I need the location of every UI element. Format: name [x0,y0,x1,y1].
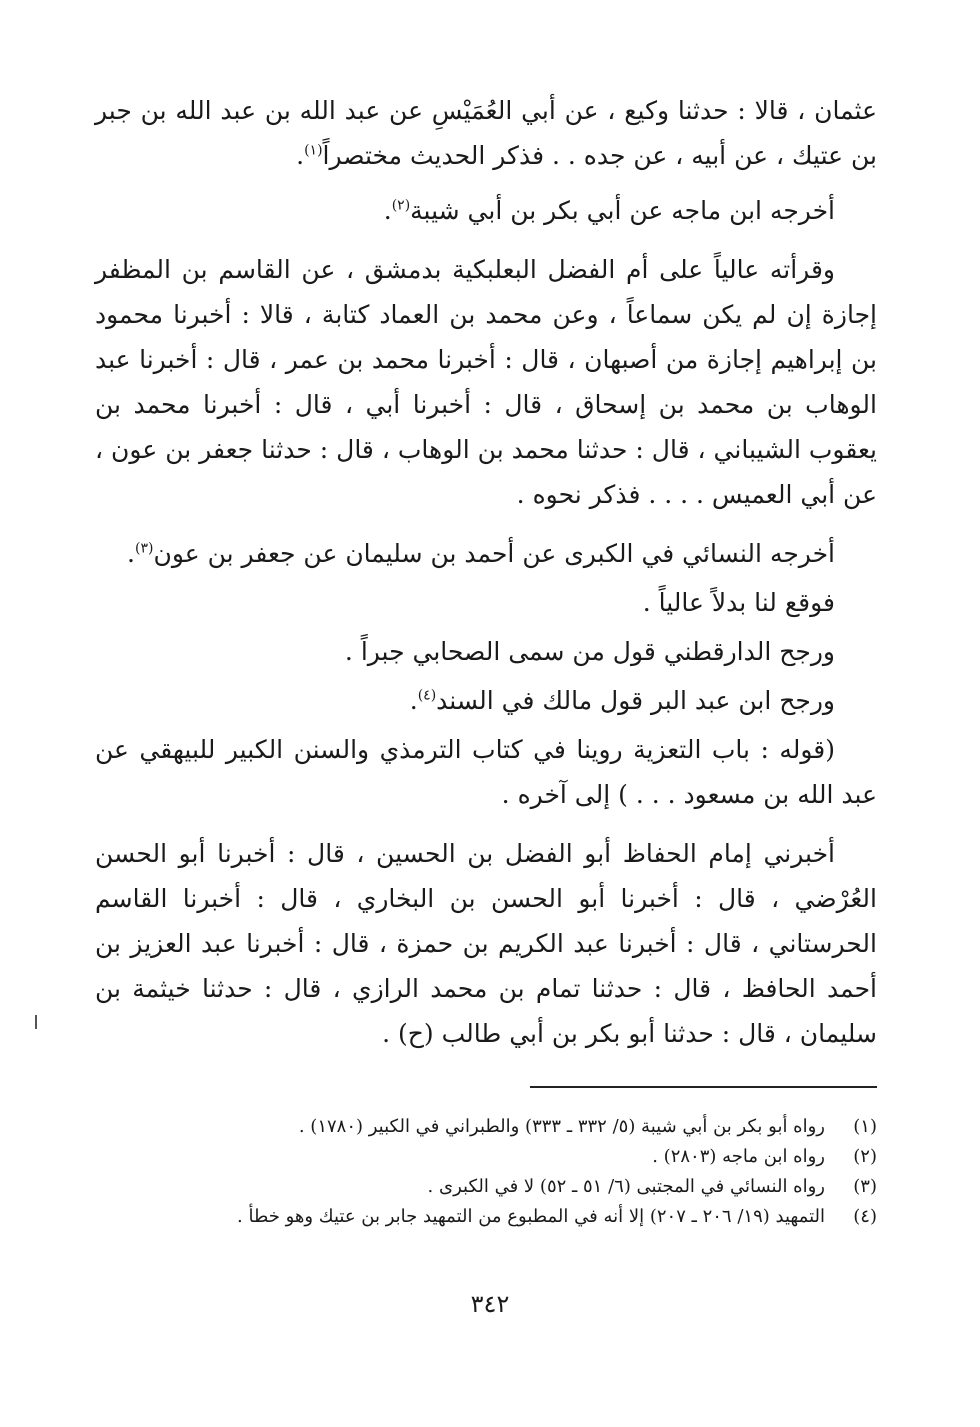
paragraph-9 [95,831,877,1056]
main-text [95,88,877,1070]
footnote-number: (١) [853,1116,877,1137]
paragraph-5 [95,580,877,625]
paragraph-7-tail: . [409,686,418,715]
paragraph-2-tail: . [383,196,392,225]
paragraph-8 [95,727,877,817]
paragraph-6-text: ورجح الدارقطني قول من سمى الصحابي جبراً . [344,637,835,666]
paragraph-2-text: أخرجه ابن ماجه عن أبي بكر بن أبي شيبة [410,196,835,225]
footnote-number: (٣) [853,1176,877,1197]
footnote-text: رواه ابن ماجه (٢٨٠٣) . [652,1146,825,1167]
footnote-text: رواه النسائي في المجتبى (٦/ ٥١ ـ ٥٢) لا في الكبرى . [427,1176,825,1197]
paragraph-8-text: (قوله : باب التعزية روينا في كتاب الترمذي والسنن الكبير للبيهقي عن عبد الله بن مسعود . . . ) إلى آخره . [95,735,877,809]
footnote-4 [95,1202,877,1232]
footnotes [95,1112,877,1232]
paragraph-1-text: عثمان ، قالا : حدثنا وكيع ، عن أبي العُمَيْسِ عن عبد الله بن عبد الله بن جبر بن عتيك ، عن أبيه ، عن جده . . فذكر الحديث مختصراً [95,96,877,170]
footnote-3 [95,1172,877,1202]
paragraph-1 [95,88,877,178]
footnote-ref-3: (٣) [134,540,154,557]
paragraph-7-text: ورجح ابن عبد البر قول مالك في السند [436,686,835,715]
paragraph-4 [95,531,877,576]
footnote-text: رواه أبو بكر بن أبي شيبة (٥/ ٣٣٢ ـ ٣٣٣) والطبراني في الكبير (١٧٨٠) . [298,1116,825,1137]
footnote-number: (٢) [853,1146,877,1167]
footnote-separator [530,1086,877,1088]
paragraph-4-tail: . [127,539,135,568]
margin-mark [35,1015,37,1029]
footnote-1 [95,1112,877,1142]
paragraph-6 [95,629,877,674]
paragraph-3 [95,247,877,517]
footnote-ref-4: (٤) [417,687,437,704]
paragraph-5-text: فوقع لنا بدلاً عالياً . [642,588,835,617]
footnote-ref-1: (١) [304,142,323,159]
paragraph-4-text: أخرجه النسائي في الكبرى عن أحمد بن سليمان عن جعفر بن عون [153,539,835,568]
page-number: ٣٤٢ [470,1290,510,1318]
paragraph-7 [95,678,877,723]
paragraph-9-text: أخبرني إمام الحفاظ أبو الفضل بن الحسين ، قال : أخبرنا أبو الحسن العُرْضي ، قال : أخبرنا أبو الحسن بن البخاري ، قال : أخبرنا القاسم الحرستاني ، قال : أخبرنا عبد الكريم بن حمزة ، قال : أخبرنا عبد العزيز بن أحمد الحافظ ، قال : حدثنا تمام بن محمد الرازي ، قال : حدثنا خيثمة بن سليمان ، قال : حدثنا أبو بكر بن أبي طالب (ح) . [95,839,877,1048]
paragraph-1-tail: . [296,141,305,170]
footnote-text: التمهيد (١٩/ ٢٠٦ ـ ٢٠٧) إلا أنه في المطبوع من التمهيد جابر بن عتيك وهو خطأ . [237,1206,825,1227]
footnote-2 [95,1142,877,1172]
footnote-number: (٤) [853,1206,877,1227]
paragraph-2 [95,188,877,233]
footnote-ref-2: (٢) [391,197,411,214]
paragraph-3-text: وقرأته عالياً على أم الفضل البعلبكية بدمشق ، عن القاسم بن المظفر إجازة إن لم يكن سماعاً ، وعن محمد بن العماد كتابة ، قالا : أخبرنا محمود بن إبراهيم إجازة من أصبهان ، قال : أخبرنا محمد بن عمر ، قال : أخبرنا عبد الوهاب بن محمد بن إسحاق ، قال : أخبرنا أبي ، قال : أخبرنا محمد بن يعقوب الشيباني ، قال : حدثنا محمد بن الوهاب ، قال : حدثنا جعفر بن عون ، عن أبي العميس . . . . فذكر نحوه . [95,255,878,509]
